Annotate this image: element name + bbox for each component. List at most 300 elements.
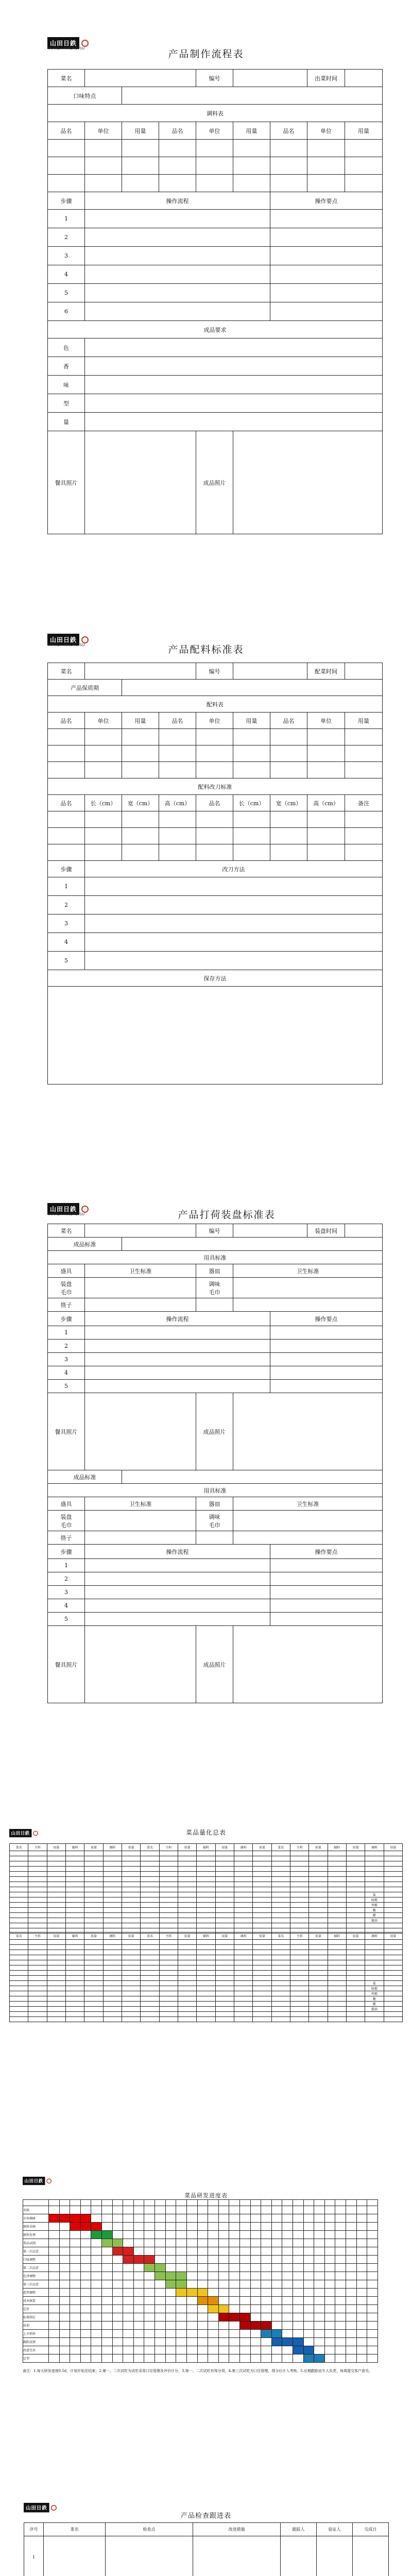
- gantt-cell: [155, 2206, 166, 2214]
- gantt-cell: [250, 2272, 261, 2280]
- blank-cell: [290, 1903, 308, 1908]
- gantt-cell: [250, 2206, 261, 2214]
- gantt-cell: [144, 2256, 155, 2264]
- blank-cell: [84, 1908, 103, 1913]
- gantt-cell: [229, 2289, 240, 2297]
- gantt-cell: [91, 2206, 102, 2214]
- gantt-day: [155, 2200, 166, 2206]
- blank-cell: [28, 1996, 47, 2002]
- gantt-cell: [271, 2256, 282, 2264]
- blank-cell: [159, 1965, 178, 1971]
- blank-cell: [103, 1851, 122, 1856]
- blank-cell: [197, 1960, 215, 1965]
- gantt-cell: [367, 2338, 378, 2346]
- blank-cell: [328, 1897, 346, 1903]
- blank-cell: [346, 2002, 365, 2007]
- blank-cell: [290, 1877, 308, 1882]
- blank-cell: [384, 1872, 402, 1877]
- blank-cell: [84, 1918, 103, 1923]
- header-cell: 主料: [290, 1933, 308, 1940]
- gantt-cell: [346, 2206, 357, 2214]
- gantt-cell: [70, 2272, 81, 2280]
- blank-cell: [271, 1903, 290, 1908]
- gantt-cell: [314, 2354, 325, 2363]
- gantt-cell: [59, 2247, 70, 2256]
- blank-cell: [65, 1960, 84, 1965]
- gantt-cell: [176, 2321, 187, 2330]
- blank-cell: [197, 1940, 215, 1945]
- gantt-cell: [165, 2206, 176, 2214]
- gantt-cell: [70, 2289, 81, 2297]
- blank-cell: [253, 1918, 271, 1923]
- blank-cell: [28, 1887, 47, 1892]
- sheet6-title: 产品检查跟进表: [180, 2512, 231, 2520]
- blank-cell: [122, 1971, 140, 1976]
- blank-cell: [234, 2002, 252, 2007]
- blank-cell: [234, 1991, 252, 1996]
- blank-cell: [197, 2012, 215, 2017]
- blank-cell: [84, 1877, 103, 1882]
- gantt-cell: [91, 2231, 102, 2239]
- gantt-cell: [186, 2346, 197, 2354]
- gantt-day: [250, 2200, 261, 2206]
- logo: 山田日鉄 YAMADA HINOTETSU: [47, 1203, 89, 1215]
- blank-cell: [159, 1877, 178, 1882]
- gantt-cell: [208, 2206, 219, 2214]
- blank-cell: [290, 1960, 308, 1965]
- blank-cell: [234, 1945, 252, 1950]
- sheet3-title: 产品打荷装盘标准表: [178, 1209, 276, 1221]
- gantt-cell: [186, 2321, 197, 2330]
- gantt-cell: [123, 2354, 134, 2363]
- gantt-day: [356, 2200, 367, 2206]
- blank-cell: [346, 2012, 365, 2017]
- gantt-cell: [197, 2321, 208, 2330]
- blank-cell: [328, 1965, 346, 1971]
- gantt-cell: [250, 2280, 261, 2289]
- gantt-cell: [59, 2272, 70, 2280]
- blank-cell: [103, 1918, 122, 1923]
- gantt-cell: [80, 2280, 91, 2289]
- blank-cell: [10, 1945, 28, 1950]
- gantt-cell: [218, 2247, 229, 2256]
- blank-cell: [84, 2012, 103, 2017]
- blank-cell: [328, 1991, 346, 1996]
- gantt-cell: [70, 2256, 81, 2264]
- header-cell: 用量: [309, 1844, 328, 1851]
- blank-cell: [122, 1913, 140, 1918]
- gantt-cell: [49, 2289, 60, 2297]
- gantt-cell: [261, 2289, 272, 2297]
- header-cell: 用量: [253, 1933, 271, 1940]
- blank-cell: [28, 1861, 47, 1867]
- header-cell: 菜名: [141, 1844, 159, 1851]
- gantt-cell: [261, 2280, 272, 2289]
- gantt-cell: [282, 2256, 293, 2264]
- blank-cell: [122, 2007, 140, 2012]
- gantt-cell: [49, 2231, 60, 2239]
- gantt-cell: [165, 2305, 176, 2313]
- gantt-task: 跟踪反馈: [23, 2338, 49, 2346]
- gantt-cell: [176, 2280, 187, 2289]
- blank-cell: [65, 1903, 84, 1908]
- blank-cell: [253, 1950, 271, 1955]
- blank-cell: [309, 1976, 328, 1981]
- blank-cell: [309, 1897, 328, 1903]
- gantt-cell: [80, 2206, 91, 2214]
- blank-cell: [365, 1960, 384, 1965]
- blank-cell: [384, 1867, 402, 1872]
- blank-cell: [234, 1882, 252, 1887]
- gantt-day: [49, 2200, 60, 2206]
- blank-cell: [346, 1965, 365, 1971]
- gantt-cell: [91, 2305, 102, 2313]
- blank-cell: [365, 1851, 384, 1856]
- blank-cell: [65, 1861, 84, 1867]
- blank-cell: [253, 1986, 271, 1991]
- blank-cell: [271, 1872, 290, 1877]
- blank-cell: [141, 2012, 159, 2017]
- gantt-cell: [186, 2256, 197, 2264]
- gantt-cell: [91, 2321, 102, 2330]
- blank-cell: [365, 1877, 384, 1882]
- blank-cell: [328, 1945, 346, 1950]
- gantt-cell: [335, 2206, 346, 2214]
- blank-cell: [141, 1882, 159, 1887]
- blank-cell: [215, 1981, 234, 1986]
- side-label: 味精: [365, 1897, 384, 1903]
- gantt-cell: [112, 2321, 123, 2330]
- gantt-cell: [123, 2272, 134, 2280]
- header-cell: 用量: [84, 1844, 103, 1851]
- gantt-cell: [133, 2256, 144, 2264]
- blank-cell: [253, 1960, 271, 1965]
- blank-cell: [103, 1950, 122, 1955]
- gantt-cell: [186, 2214, 197, 2223]
- gantt-cell: [346, 2305, 357, 2313]
- gantt-cell: [91, 2346, 102, 2354]
- gantt-cell: [261, 2330, 272, 2338]
- gantt-cell: [155, 2313, 166, 2321]
- gantt-cell: [112, 2239, 123, 2247]
- blank-cell: [197, 1851, 215, 1856]
- gantt-cell: [261, 2305, 272, 2313]
- gantt-cell: [186, 2330, 197, 2338]
- gantt-task: 定型: [23, 2354, 49, 2363]
- gantt-cell: [261, 2256, 272, 2264]
- gantt-cell: [186, 2247, 197, 2256]
- gantt-cell: [112, 2206, 123, 2214]
- blank-cell: [215, 1913, 234, 1918]
- gantt-cell: [59, 2223, 70, 2231]
- blank-cell: [122, 1897, 140, 1903]
- blank-cell: [197, 1892, 215, 1897]
- gantt-cell: [186, 2280, 197, 2289]
- blank-cell: [309, 1872, 328, 1877]
- sheet-production-flow: [0, 0, 412, 536]
- blank-cell: [84, 1945, 103, 1950]
- sheet6-table: 序号 菜名 检查点 改进措施 跟踪人 验证人 完成日 1: [24, 2522, 389, 2576]
- blank-cell: [47, 1971, 65, 1976]
- blank-cell: [290, 1986, 308, 1991]
- blank-cell: [141, 1945, 159, 1950]
- blank-cell: [234, 1851, 252, 1856]
- header-cell: 辅料: [197, 1933, 215, 1940]
- gantt-cell: [239, 2338, 250, 2346]
- gantt-cell: [59, 2264, 70, 2272]
- blank-cell: [234, 1913, 252, 1918]
- gantt-cell: [303, 2264, 314, 2272]
- blank-cell: [47, 1872, 65, 1877]
- gantt-cell: [367, 2346, 378, 2354]
- gantt-cell: [367, 2223, 378, 2231]
- blank-cell: [309, 1960, 328, 1965]
- gantt-cell: [303, 2231, 314, 2239]
- gantt-cell: [186, 2239, 197, 2247]
- blank-cell: [253, 1897, 271, 1903]
- sheet-quantity-summary: [0, 1824, 412, 2030]
- blank-cell: [215, 2012, 234, 2017]
- blank-cell: [47, 1867, 65, 1872]
- blank-cell: [215, 2017, 234, 2022]
- gantt-cell: [112, 2231, 123, 2239]
- header-cell: 用量: [215, 1844, 234, 1851]
- gantt-cell: [155, 2264, 166, 2272]
- blank-cell: [365, 1971, 384, 1976]
- blank-cell: [103, 1996, 122, 2002]
- gantt-cell: [80, 2297, 91, 2305]
- gantt-cell: [346, 2223, 357, 2231]
- blank-cell: [178, 1872, 196, 1877]
- gantt-cell: [282, 2313, 293, 2321]
- gantt-cell: [165, 2223, 176, 2231]
- blank-cell: [84, 2002, 103, 2007]
- blank-cell: [271, 1955, 290, 1960]
- blank-cell: [328, 2012, 346, 2017]
- gantt-cell: [250, 2223, 261, 2231]
- gantt-cell: [144, 2330, 155, 2338]
- gantt-cell: [314, 2338, 325, 2346]
- blank-cell: [234, 1996, 252, 2002]
- gantt-cell: [218, 2289, 229, 2297]
- gantt-cell: [282, 2289, 293, 2297]
- blank-cell: [103, 1913, 122, 1918]
- blank-cell: [215, 1996, 234, 2002]
- blank-cell: [178, 2002, 196, 2007]
- blank-cell: [10, 1882, 28, 1887]
- gantt-cell: [218, 2223, 229, 2231]
- blank-cell: [309, 1918, 328, 1923]
- gantt-cell: [324, 2280, 335, 2289]
- gantt-cell: [218, 2354, 229, 2363]
- blank-cell: [103, 1897, 122, 1903]
- blank-cell: [141, 2017, 159, 2022]
- blank-cell: [10, 1908, 28, 1913]
- gantt-cell: [346, 2264, 357, 2272]
- gantt-day: [293, 2200, 304, 2206]
- header-cell: 菜名: [271, 1844, 290, 1851]
- blank-cell: [271, 1981, 290, 1986]
- gantt-cell: [176, 2305, 187, 2313]
- gantt-cell: [250, 2313, 261, 2321]
- gantt-cell: [102, 2297, 113, 2305]
- blank-cell: [234, 1918, 252, 1923]
- gantt-cell: [346, 2280, 357, 2289]
- blank-cell: [253, 1955, 271, 1960]
- gantt-cell: [293, 2338, 304, 2346]
- gantt-task: 第二次品尝: [23, 2264, 49, 2272]
- blank-cell: [328, 2017, 346, 2022]
- blank-cell: [47, 1913, 65, 1918]
- gantt-cell: [197, 2239, 208, 2247]
- blank-cell: [141, 1971, 159, 1976]
- gantt-cell: [197, 2256, 208, 2264]
- blank-cell: [346, 1867, 365, 1872]
- blank-cell: [122, 1856, 140, 1861]
- gantt-day: [70, 2200, 81, 2206]
- gantt-cell: [250, 2346, 261, 2354]
- gantt-cell: [102, 2289, 113, 2297]
- gantt-cell: [335, 2272, 346, 2280]
- gantt-cell: [356, 2289, 367, 2297]
- gantt-cell: [208, 2231, 219, 2239]
- blank-cell: [178, 1851, 196, 1856]
- blank-cell: [365, 2017, 384, 2022]
- blank-cell: [215, 1861, 234, 1867]
- header-cell: 菜名: [10, 1844, 28, 1851]
- gantt-cell: [250, 2297, 261, 2305]
- blank-cell: [234, 1872, 252, 1877]
- blank-cell: [271, 1945, 290, 1950]
- gantt-cell: [80, 2321, 91, 2330]
- blank-cell: [197, 1965, 215, 1971]
- gantt-cell: [176, 2313, 187, 2321]
- blank-cell: [47, 1986, 65, 1991]
- gantt-cell: [250, 2264, 261, 2272]
- gantt-cell: [91, 2354, 102, 2363]
- blank-cell: [159, 1986, 178, 1991]
- gantt-cell: [155, 2338, 166, 2346]
- side-label: 糖: [365, 1996, 384, 2002]
- gantt-cell: [59, 2338, 70, 2346]
- gantt-day: [112, 2200, 123, 2206]
- gantt-cell: [155, 2231, 166, 2239]
- blank-cell: [271, 1908, 290, 1913]
- gantt-cell: [367, 2231, 378, 2239]
- gantt-cell: [239, 2346, 250, 2354]
- gantt-cell: [186, 2289, 197, 2297]
- blank-cell: [215, 2002, 234, 2007]
- blank-cell: [197, 1882, 215, 1887]
- blank-cell: [384, 1856, 402, 1861]
- blank-cell: [384, 1851, 402, 1856]
- blank-cell: [65, 1940, 84, 1945]
- blank-cell: [271, 1971, 290, 1976]
- blank-cell: [47, 2017, 65, 2022]
- blank-cell: [215, 1897, 234, 1903]
- blank-cell: [290, 1851, 308, 1856]
- blank-cell: [271, 1877, 290, 1882]
- gantt-cell: [293, 2247, 304, 2256]
- gantt-cell: [197, 2305, 208, 2313]
- gantt-cell: [229, 2280, 240, 2289]
- gantt-cell: [229, 2321, 240, 2330]
- blank-cell: [234, 1861, 252, 1867]
- gantt-cell: [324, 2256, 335, 2264]
- blank-cell: [28, 1950, 47, 1955]
- gantt-cell: [271, 2214, 282, 2223]
- blank-cell: [328, 1960, 346, 1965]
- blank-cell: [84, 1950, 103, 1955]
- gantt-cell: [250, 2354, 261, 2363]
- gantt-cell: [239, 2305, 250, 2313]
- sheet4-title: 菜品量化总表: [185, 1829, 226, 1836]
- gantt-task: 第一次品尝: [23, 2247, 49, 2256]
- blank-cell: [47, 1897, 65, 1903]
- gantt-cell: [314, 2231, 325, 2239]
- gantt-cell: [176, 2330, 187, 2338]
- gantt-cell: [324, 2313, 335, 2321]
- gantt-day: [80, 2200, 91, 2206]
- gantt-cell: [208, 2214, 219, 2223]
- gantt-cell: [356, 2346, 367, 2354]
- gantt-cell: [282, 2272, 293, 2280]
- gantt-task: 定价: [23, 2305, 49, 2313]
- blank-cell: [10, 1923, 28, 1928]
- header-cell: 调料: [234, 1933, 252, 1940]
- blank-cell: [384, 1991, 402, 1996]
- blank-cell: [65, 1856, 84, 1861]
- blank-cell: [309, 1940, 328, 1945]
- gantt-cell: [144, 2321, 155, 2330]
- header-cell: 用量: [215, 1933, 234, 1940]
- blank-cell: [84, 2017, 103, 2022]
- blank-cell: [309, 1856, 328, 1861]
- gantt-cell: [324, 2223, 335, 2231]
- gantt-cell: [314, 2313, 325, 2321]
- blank-cell: [271, 1897, 290, 1903]
- gantt-cell: [112, 2330, 123, 2338]
- blank-cell: [141, 1908, 159, 1913]
- gantt-cell: [346, 2247, 357, 2256]
- blank-cell: [159, 1955, 178, 1960]
- gantt-day: [208, 2200, 219, 2206]
- gantt-cell: [239, 2247, 250, 2256]
- gantt-cell: [144, 2338, 155, 2346]
- blank-cell: [234, 1976, 252, 1981]
- gantt-cell: [176, 2289, 187, 2297]
- blank-cell: [346, 1913, 365, 1918]
- blank-cell: [197, 1991, 215, 1996]
- gantt-cell: [133, 2231, 144, 2239]
- gantt-cell: [197, 2346, 208, 2354]
- blank-cell: [103, 2012, 122, 2017]
- gantt-cell: [165, 2256, 176, 2264]
- gantt-cell: [271, 2354, 282, 2363]
- blank-cell: [47, 1981, 65, 1986]
- blank-cell: [47, 1861, 65, 1867]
- header-cell: 辅料: [65, 1933, 84, 1940]
- gantt-cell: [314, 2256, 325, 2264]
- blank-cell: [84, 1923, 103, 1928]
- blank-cell: [197, 1877, 215, 1882]
- gantt-cell: [176, 2264, 187, 2272]
- gantt-cell: [218, 2305, 229, 2313]
- blank-cell: [159, 1872, 178, 1877]
- gantt-cell: [91, 2297, 102, 2305]
- blank-cell: [141, 1950, 159, 1955]
- gantt-cell: [346, 2313, 357, 2321]
